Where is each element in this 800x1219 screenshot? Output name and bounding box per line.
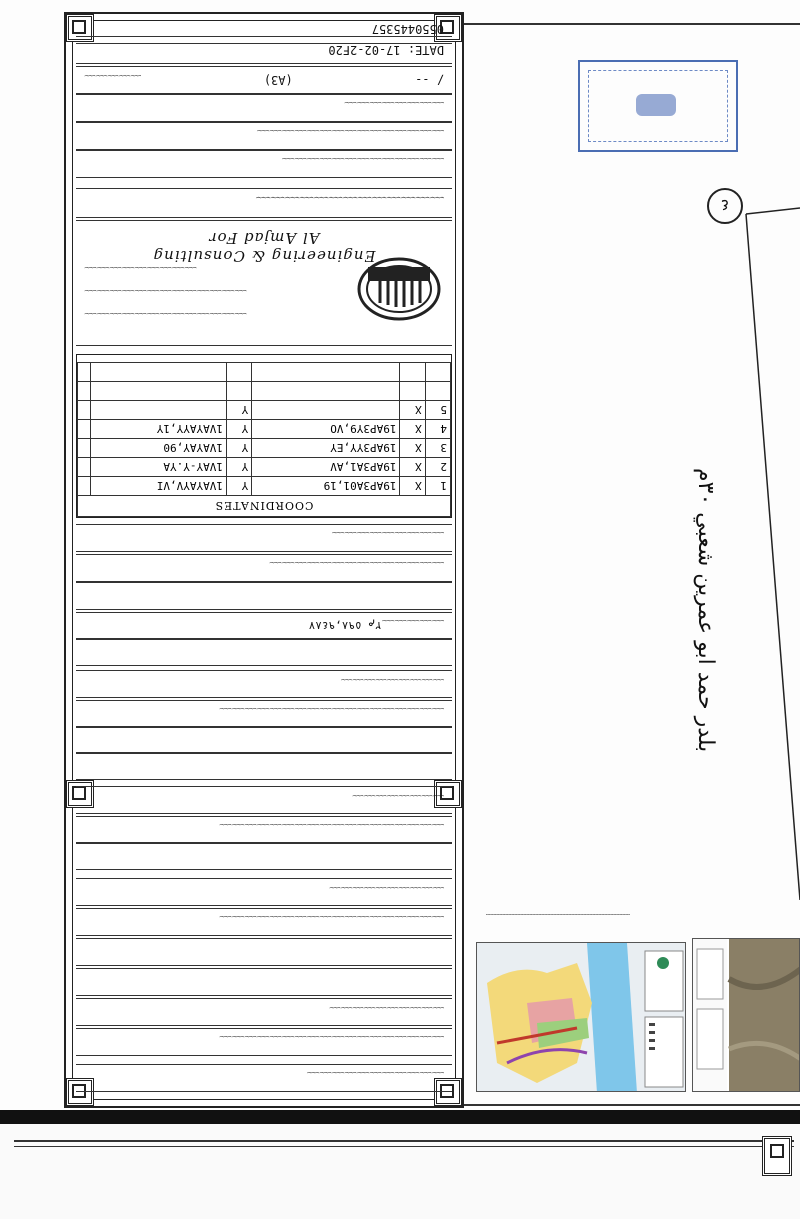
page-border-line [14, 1140, 794, 1142]
company-name-line1: Al Amjad For [208, 229, 320, 247]
land-use-row: ﹏﹏﹏﹏﹏﹏﹏﹏﹏ [76, 524, 452, 552]
boundary-row: ﹏﹏﹏﹏﹏﹏﹏﹏﹏﹏﹏﹏﹏﹏﹏﹏﹏﹏ [76, 908, 452, 936]
table-row [78, 363, 451, 382]
boundary-note-row: ﹏﹏﹏﹏﹏﹏﹏﹏﹏ [76, 670, 452, 698]
plan-sheet [64, 12, 464, 1108]
blank-row [76, 582, 452, 610]
company-arabic-details: ﹏﹏﹏﹏﹏﹏﹏﹏﹏﹏﹏﹏﹏ [84, 311, 247, 325]
table-row: 1 X 19AP3A01,19 Y 1VAYAYV,VI [78, 477, 451, 496]
blank-row [76, 752, 452, 780]
boundary-handwritten-note: بلدر حمد ابو عمرين شعبي ٣٠م [693, 468, 718, 753]
signature-row: ﹏﹏﹏﹏﹏﹏﹏﹏﹏﹏﹏ [76, 1064, 452, 1092]
paper-size: (A3) [263, 73, 293, 87]
company-arabic-title: ﹏﹏﹏﹏﹏﹏﹏﹏﹏﹏﹏﹏﹏ [76, 188, 452, 218]
blank-row [76, 726, 452, 754]
project-row: ﹏﹏﹏﹏﹏﹏﹏﹏﹏﹏﹏﹏﹏﹏﹏ [76, 122, 452, 150]
location-row: ﹏﹏﹏﹏﹏﹏﹏﹏ [76, 94, 452, 122]
official-stamp [578, 60, 738, 152]
boundary-note-row: ﹏﹏﹏﹏﹏﹏﹏﹏﹏﹏ [76, 878, 452, 906]
table-row: 2 X 19AP3A1,AV Y 1VAY-Y.YA [78, 458, 451, 477]
corner-ornament [762, 1136, 792, 1176]
page-border-line [14, 1146, 794, 1147]
blank-row [76, 938, 452, 966]
aerial-photo-image [692, 938, 800, 1092]
page-separator [0, 1110, 800, 1124]
second-page-preview [0, 1124, 800, 1219]
drawing-date: DATE: 17-02-2F20 [328, 43, 444, 57]
title-block: ﹏﹏﹏﹏﹏﹏﹏﹏﹏﹏﹏﹏﹏ ﹏﹏﹏﹏﹏﹏﹏﹏﹏﹏﹏﹏﹏ ﹏﹏﹏﹏﹏﹏﹏﹏﹏ Engineering & Consulting Al Amjad For [76, 220, 452, 346]
area-value: ٥٩٨,٩٤٨٧ م٢ [308, 619, 382, 633]
table-row: 3 X 19AP3YY,EY Y 1VAYAY,90 [78, 439, 451, 458]
owner-row: ﹏﹏﹏﹏﹏﹏﹏﹏﹏﹏﹏﹏﹏ [76, 150, 452, 178]
boundary-row: ﹏﹏﹏﹏﹏﹏﹏﹏﹏﹏﹏﹏﹏﹏﹏﹏﹏﹏ [76, 1028, 452, 1056]
map-caption: ﹏﹏﹏﹏﹏﹏﹏﹏﹏﹏﹏﹏﹏﹏﹏﹏ [486, 912, 631, 922]
blank-row [76, 842, 452, 870]
area-row: ﹏﹏﹏﹏﹏ ٥٩٨,٩٤٨٧ م٢ [76, 612, 452, 640]
emblem-icon [636, 94, 676, 116]
table-row: 5 X Y [78, 401, 451, 420]
table-row: 4 X 19AP3Y9,VO Y 1VAYAYY,1Y [78, 420, 451, 439]
company-name-line2: Engineering & Consulting [152, 247, 376, 265]
blank-row [76, 638, 452, 666]
coordinates-table [76, 354, 452, 518]
location-map-image [476, 942, 686, 1092]
phone-number: 0550445357 [371, 22, 444, 37]
table-row [78, 382, 451, 401]
boundary-note-row: ﹏﹏﹏﹏﹏﹏﹏﹏ [76, 786, 452, 814]
blank-row [76, 968, 452, 996]
plot-number-circle: ٤ [707, 188, 743, 224]
boundary-row: ﹏﹏﹏﹏﹏﹏﹏﹏﹏﹏﹏﹏﹏﹏﹏﹏﹏﹏ [76, 700, 452, 728]
scale-row: / -- (A3) ﹏﹏﹏﹏﹏ [76, 66, 452, 94]
coordinates-heading: COORDINATES [78, 496, 451, 517]
scale-value: / -- [415, 73, 444, 87]
phone-row [76, 16, 452, 44]
land-use-row: ﹏﹏﹏﹏﹏﹏﹏﹏﹏﹏﹏﹏﹏﹏ [76, 554, 452, 582]
boundary-row: ﹏﹏﹏﹏﹏﹏﹏﹏﹏﹏﹏﹏﹏﹏﹏﹏﹏﹏ [76, 816, 452, 844]
boundary-note-row: ﹏﹏﹏﹏﹏﹏﹏﹏﹏﹏ [76, 998, 452, 1026]
